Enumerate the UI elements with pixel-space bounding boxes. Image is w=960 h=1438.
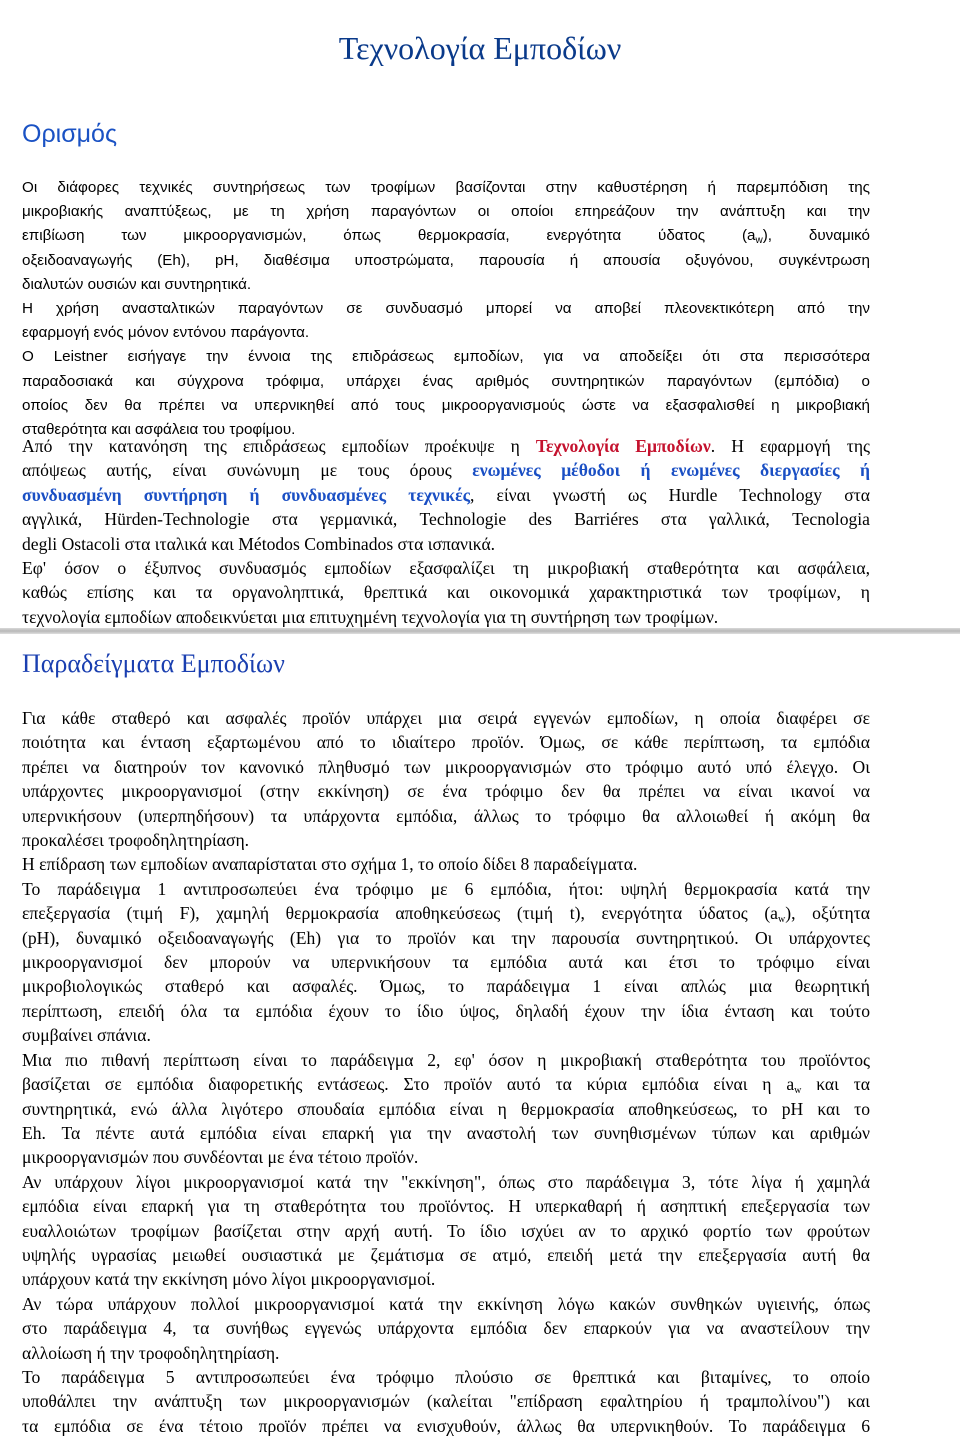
text-line: ποιότητα και ένταση εξαρτωμένου από το ιδιαίτερο προϊόν. Όμως, σε κάθε περίπτωση, τα εμπόδια — [22, 732, 870, 753]
text-line: Οι διάφορες τεχνικές συντηρήσεως των τροφίμων βασίζονται στην καθυστέρηση ή παρεμπόδιση της — [22, 179, 870, 196]
text-line: πρέπει να διατηρούν τον κανονικό πληθυσμό των μικροοργανισμών στο τρόφιμο αυτό υπό έλεγχο. Οι — [22, 756, 870, 777]
section-divider — [0, 628, 960, 634]
text-line: σταθερότητα και ασφάλεια του τροφίμου. — [22, 421, 296, 439]
hurdle-technology-term: Τεχνολογία Εμποδίων — [535, 436, 711, 456]
text-line: διαλυτών ουσιών και συντηρητικά. — [22, 275, 252, 293]
text-line: Η χρήση ανασταλτικών παραγόντων σε συνδυασμό μπορεί να αποβεί πλεονεκτικότερη από την — [22, 300, 870, 318]
text-line: υπερνικήσουν (υπερπηδήσουν) τα υπάρχοντα εμπόδια, άλλως το τρόφιμο θα αλλοιωθεί ή ακόμη θα — [22, 805, 870, 826]
text-line: μικροβιακής αναπτύξεως, με τη χρήση παραγόντων οι οποίοι επηρεάζουν την ανάπτυξη και την — [22, 203, 870, 221]
text-line: υπάρχοντες μικροοργανισμοί (στην εκκίνηση) σε ένα τρόφιμο δεν θα πρέπει να είναι ικανοί να — [22, 781, 870, 802]
synonym-terms: συνδυασμένη συντήρηση ή συνδυασμένες τεχνικές — [22, 484, 471, 505]
text-line: συμβαίνει σπάνια. — [22, 1025, 151, 1046]
text-line: Αν τώρα υπάρχουν πολλοί μικροοργανισμοί κατά την εκκίνηση λόγω κακών συνθηκών υγιεινής, όπως — [22, 1293, 870, 1314]
text-line: οξειδοαναγωγής (Eh), pH, διαθέσιμα υποστρώματα, παρουσία ή απουσία οξυγόνου, συγκέντρωση — [22, 251, 870, 269]
text-line: υψηλής υγρασίας μειωθεί ουσιαστικά με ζεμάτισμα σε ατμό, επειδή μετά την επεξεργασία αυτή θα — [22, 1244, 870, 1265]
text-line: στο παράδειγμα 4, τα συνήθως εγγενώς υπάρχοντα εμπόδια δεν επαρκούν για να αναστείλουν την — [22, 1318, 870, 1339]
text-line: βασίζεται σε εμπόδια διαφορετικής εντάσεως. Στο προϊόν αυτό τα κύρια εμπόδια είναι η $a_w$ και τα — [22, 1074, 870, 1097]
hurdle-technology-paragraph — [22, 434, 870, 629]
text-line: Η επίδραση των εμποδίων αναπαρίσταται στο σχήμα 1, το οποίο δίδει 8 παραδείγματα. — [22, 854, 638, 875]
text-line: Εφ' όσον ο έξυπνος συνδυασμός εμποδίων εξασφαλίζει τη μικροβιακή σταθερότητα και ασφάλεια, — [22, 558, 870, 579]
text-line: μικροβιολογικώς σταθερό και ασφαλές. Όμως, το παράδειγμα 1 είναι απλώς μια θεωρητική — [22, 976, 870, 997]
text-line: επιβίωση των μικροοργανισμών, όπως θερμοκρασία, ενεργότητα ύδατος $(a_w)$, δυναμικό — [22, 227, 870, 247]
text-line: προκαλέσει τροφοδηλητηρίαση. — [22, 830, 250, 851]
text-line: παραδοσιακά και σύγχρονα τρόφιμα, υπάρχει ένας αριθμός συντηρητικών παραγόντων (εμπόδια) ο — [22, 372, 870, 390]
section-heading-definition: Ορισμός — [22, 120, 118, 148]
text-line: εφαρμογή ενός μόνον εντόνου παράγοντα. — [22, 324, 310, 342]
text-line: (pH), δυναμικό οξειδοαναγωγής (Eh) για το προϊόν και την παρουσία συντηρητικού. Οι υπάρχοντες — [22, 927, 870, 948]
text-line: Από την κατανόηση της επιδράσεως εμποδίων προέκυψε η Τεχνολογία Εμποδίων. Η εφαρμογή της — [22, 436, 870, 456]
text-line: Το παράδειγμα 1 αντιπροσωπεύει ένα τρόφιμο με 6 εμπόδια, ήτοι: υψηλή θερμοκρασία κατά την — [22, 878, 870, 899]
synonym-terms: ενωμένες μέθοδοι ή ενωμένες διεργασίες ή — [472, 460, 870, 481]
text-line: Ο Leistner εισήγαγε την έννοια της επιδράσεως εμποδίων, για να αποδείξει ότι στα περισσότερα — [22, 348, 870, 366]
examples-body — [22, 706, 870, 1438]
text-line: Το παράδειγμα 5 αντιπροσωπεύει ένα τρόφιμο πλούσιο σε θρεπτικά και βιταμίνες, το οποίο — [22, 1366, 870, 1387]
section-heading-examples: Παραδείγματα Εμποδίων — [22, 649, 285, 678]
page-title: Τεχνολογία Εμποδίων — [338, 30, 622, 66]
text-line: συνδυασμένη συντήρηση ή συνδυασμένες τεχνικές, είναι γνωστή ως Hurdle Technology στα — [22, 484, 870, 505]
text-line: υπάρχουν κατά την εκκίνηση μόνο λίγοι μικροοργανισμοί. — [22, 1269, 436, 1290]
text-line: απόψεως αυτής, είναι συνώνυμη με τους όρους ενωμένες μέθοδοι ή ενωμένες διεργασίες ή — [22, 460, 870, 481]
text-line: καθώς επίσης και τα οργανοληπτικά, θρεπτικά και οικονομικά χαρακτηριστικά των τροφίμων, η — [22, 582, 870, 603]
text-line: μικροοργανισμών που συνδέονται με ένα τέτοιο προϊόν. — [22, 1147, 419, 1168]
text-line: τεχνολογία εμποδίων αποδεικνύεται μια επιτυχημένη τεχνολογία για τη συντήρηση των τροφίμων. — [22, 606, 719, 627]
text-line: Αν υπάρχουν λίγοι μικροοργανισμοί κατά την "εκκίνηση", όπως στο παράδειγμα 3, τότε λίγα ή χαμηλά — [22, 1171, 870, 1192]
text-line: οποίος δεν θα πρέπει να υπερνικηθεί από τους μικροοργανισμούς ώστε να εξασφαλισθεί η μικροβιακή — [22, 396, 870, 414]
text-line: μικροοργανισμοί δεν μπορούν να υπερνικήσουν τα εμπόδια αυτά και έτσι το τρόφιμο είναι — [22, 952, 870, 973]
text-line: αγγλικά, Hürden-Technologie στα γερμανικά, Technologie des Barriéres στα γαλλικά, Tecnologia — [22, 509, 870, 530]
text-line: τα εμπόδια σε ένα τέτοιο προϊόν πρέπει να ενισχυθούν, άλλως θα υπερνικηθούν. Το παράδειγμα 6 — [22, 1415, 870, 1436]
text-line: συντηρητικά, ενώ άλλα λιγότερο σπουδαία εμπόδια είναι η θερμοκρασία αποθηκεύσεως, το pH και το — [22, 1098, 870, 1119]
text-line: Για κάθε σταθερό και ασφαλές προϊόν υπάρχει μια σειρά εγγενών εμποδίων, η οποία διαφέρει σε — [22, 708, 870, 728]
definition-body — [22, 176, 870, 442]
text-line: ευαλλοιώτων τροφίμων βασίζεται στην αρχή αυτή. Το ίδιο ισχύει αν το αρχικό φορτίο των φρούτων — [22, 1220, 870, 1241]
text-line: Eh. Τα πέντε αυτά εμπόδια είναι επαρκή για την αναστολή των συνηθισμένων τύπων και αριθμών — [22, 1122, 870, 1143]
text-line: αλλοίωση ή την τροφοδηλητηρίαση. — [22, 1342, 280, 1363]
text-line: εμπόδια είναι επαρκή για τη σταθερότητα του προϊόντος. Η υπερκαθαρή ή ασηπτική επεξεργασία των — [22, 1196, 870, 1217]
text-line: υποθάλπει την ανάπτυξη των μικροοργανισμών (καλείται "επίδραση εφαλτηρίου ή τραμπολίνου") και — [22, 1391, 870, 1412]
text-line: degli Ostacoli στα ιταλικά και Métodos Combinados στα ισπανικά. — [22, 533, 496, 554]
text-line: Μια πιο πιθανή περίπτωση είναι το παράδειγμα 2, εφ' όσον η μικροβιακή σταθερότητα του προϊόντος — [22, 1049, 870, 1070]
text-line: περίπτωση, επειδή όλα τα εμπόδια έχουν το ίδιο ύψος, δηλαδή έχουν την ίδια ένταση και τούτο — [22, 1000, 870, 1021]
text-line: επεξεργασία (τιμή F), χαμηλή θερμοκρασία αποθηκεύσεως (τιμή t), ενεργότητα ύδατος $(a_w)$, οξύτητα — [22, 903, 870, 926]
